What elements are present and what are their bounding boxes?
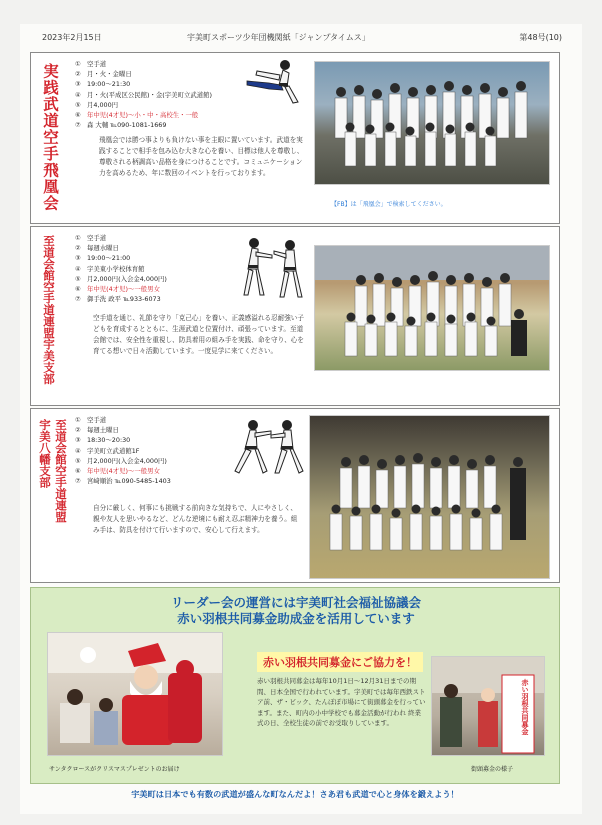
club-info xyxy=(75,415,171,486)
info-text: 月・火(平成区公民館)・金(宇美町立武道館) xyxy=(87,90,213,99)
info-num: ⑥ xyxy=(75,111,81,120)
info-num: ⑦ xyxy=(75,295,81,304)
santa-photo xyxy=(47,632,223,756)
club-description: 空手道を通じ、礼節を守り「克己心」を養い、正義感溢れる忍耐強い子どもを育成するとともに、生涯武道と位置付け、頑張っています。至道会館では、安全性を重視し、防具着用の組み手を実践、命を守り、心を育てる想いで日々活動しています。一度見学に来てください。 xyxy=(93,314,304,355)
info-text: 毎週水曜日 xyxy=(87,244,119,253)
karate-sparring-illustration xyxy=(236,235,310,301)
info-text: 空手道 xyxy=(87,416,107,424)
info-num: ② xyxy=(75,244,81,253)
info-text: 森 大輔 ℡090-1081-1669 xyxy=(87,121,167,130)
street-donation-caption: 街頭募金の様子 xyxy=(471,766,514,773)
info-text: 御手洗 政平 ℡933-6073 xyxy=(87,295,161,304)
newsletter-page xyxy=(20,24,582,814)
info-text: 年中児(4才児)〜一般男女 xyxy=(87,285,160,294)
info-num: ⑥ xyxy=(75,285,81,294)
info-num: ② xyxy=(75,70,81,79)
info-num: ⑤ xyxy=(75,456,81,465)
info-text: 月2,000円(入会金4,000円) xyxy=(87,274,167,283)
paper-name: 宇美町スポーツ少年団機関紙「ジャンプタイムス」 xyxy=(187,33,370,42)
club-description: 自分に厳しく、何事にも挑戦する前向きな気持ちで、人にやさしく、親や友人を思いやるなど、どんな逆境にも耐え忍ぶ精神力を養う。組み手は、防具を付けて行いますので、安心して行えます。 xyxy=(93,504,298,534)
info-num: ③ xyxy=(75,254,81,263)
club-info xyxy=(75,233,167,304)
info-text: 年中児(4才児)〜小・中・高校生・一般 xyxy=(87,111,199,120)
info-text: 宮﨑順治 ℡090-5485-1403 xyxy=(87,477,171,486)
info-num: ④ xyxy=(75,446,81,455)
info-num: ⑤ xyxy=(75,100,81,109)
info-num: ② xyxy=(75,426,81,435)
info-text: 19:00〜21:00 xyxy=(87,254,131,263)
info-num: ⑤ xyxy=(75,274,81,283)
info-num: ④ xyxy=(75,264,81,273)
hiokai-group-photo xyxy=(314,61,550,185)
info-num: ① xyxy=(75,234,81,242)
info-num: ⑥ xyxy=(75,467,81,476)
donation-title-line1: リーダー会の運営には宇美町社会福祉協議会 xyxy=(170,595,421,610)
info-num: ③ xyxy=(75,80,81,89)
info-text: 月2,000円(入会金4,000円) xyxy=(87,456,167,465)
club-section-hiokai xyxy=(30,52,560,224)
red-feather-banner: 赤い羽根共同募金 xyxy=(521,679,529,735)
info-text: 月4,000円 xyxy=(87,100,119,109)
info-text: 18:30〜20:30 xyxy=(87,436,131,445)
karate-pair-illustration xyxy=(231,417,309,477)
club-info xyxy=(75,59,212,130)
info-text: 19:00〜21:30 xyxy=(87,80,131,89)
info-num: ① xyxy=(75,60,81,68)
umi-shibu-group-photo xyxy=(314,245,550,371)
info-num: ⑦ xyxy=(75,477,81,486)
info-text: 月・火・金曜日 xyxy=(87,70,132,79)
donation-body: 赤い羽根共同募金は毎年10月1日〜12月31日までの期間、日本全国で行われています。宇美町では毎年西鉄ストア前、ザ・ビック、たんぽぽ市場にて街頭募金を行っています。また、町内の小中学校でも募金活動が行われ 終業式の日、全校生徒の前でお受取りしています。 xyxy=(257,677,426,728)
karate-kick-illustration xyxy=(243,57,305,105)
donation-section xyxy=(30,587,560,784)
club-title: 至道会館空手道連盟宇美支部 xyxy=(42,235,56,385)
club-title: 実践武道空手飛凰会 xyxy=(41,63,60,212)
info-text: 毎週土曜日 xyxy=(87,426,119,435)
info-text: 年中児(4才児)〜一般男女 xyxy=(87,467,160,476)
donation-title-line2: 赤い羽根共同募金助成金を活用しています xyxy=(177,611,415,626)
street-donation-photo xyxy=(431,656,545,756)
club-section-umi-shibu xyxy=(30,226,560,406)
info-num: ⑦ xyxy=(75,121,81,130)
donation-appeal: 赤い羽根共同募金にご協力を！ xyxy=(257,652,423,672)
issue-date: 2023年2月15日 xyxy=(42,33,102,42)
page-header xyxy=(42,32,562,46)
club-title-line1: 至道会館空手道連盟宇美八幡支部 xyxy=(38,419,68,523)
page-footer-slogan: 宇美町は日本でも有数の武道が盛んな町なんだよ！さあ君も武道で心と身体を鍛えよう！ xyxy=(131,789,459,799)
info-text: 宇美東小学校体育館 xyxy=(87,264,145,273)
info-text: 空手道 xyxy=(87,234,107,242)
facebook-caption: 【FB】は「飛凰会」で検索してください。 xyxy=(331,201,447,208)
issue-number: 第48号(10) xyxy=(519,33,562,42)
info-text: 宇美町立武道館1F xyxy=(87,446,140,455)
info-num: ① xyxy=(75,416,81,424)
club-section-umi-hachiman xyxy=(30,408,560,583)
club-description: 飛凰会では勝つ事よりも負けない事を主眼に置いています。武道を実践することで相手を包み込む大きな心を養い、目標は他人を尊敬し、尊敬される柄調高い品格を身につけることです。コミュニケーション力を高めるため、年に数回のイベントを行っております。 xyxy=(99,136,304,177)
info-num: ④ xyxy=(75,90,81,99)
umi-hachiman-group-photo xyxy=(309,415,550,579)
info-text: 空手道 xyxy=(87,60,107,68)
santa-caption: サンタクロースがクリスマスプレゼントのお届け xyxy=(49,766,180,773)
info-num: ③ xyxy=(75,436,81,445)
